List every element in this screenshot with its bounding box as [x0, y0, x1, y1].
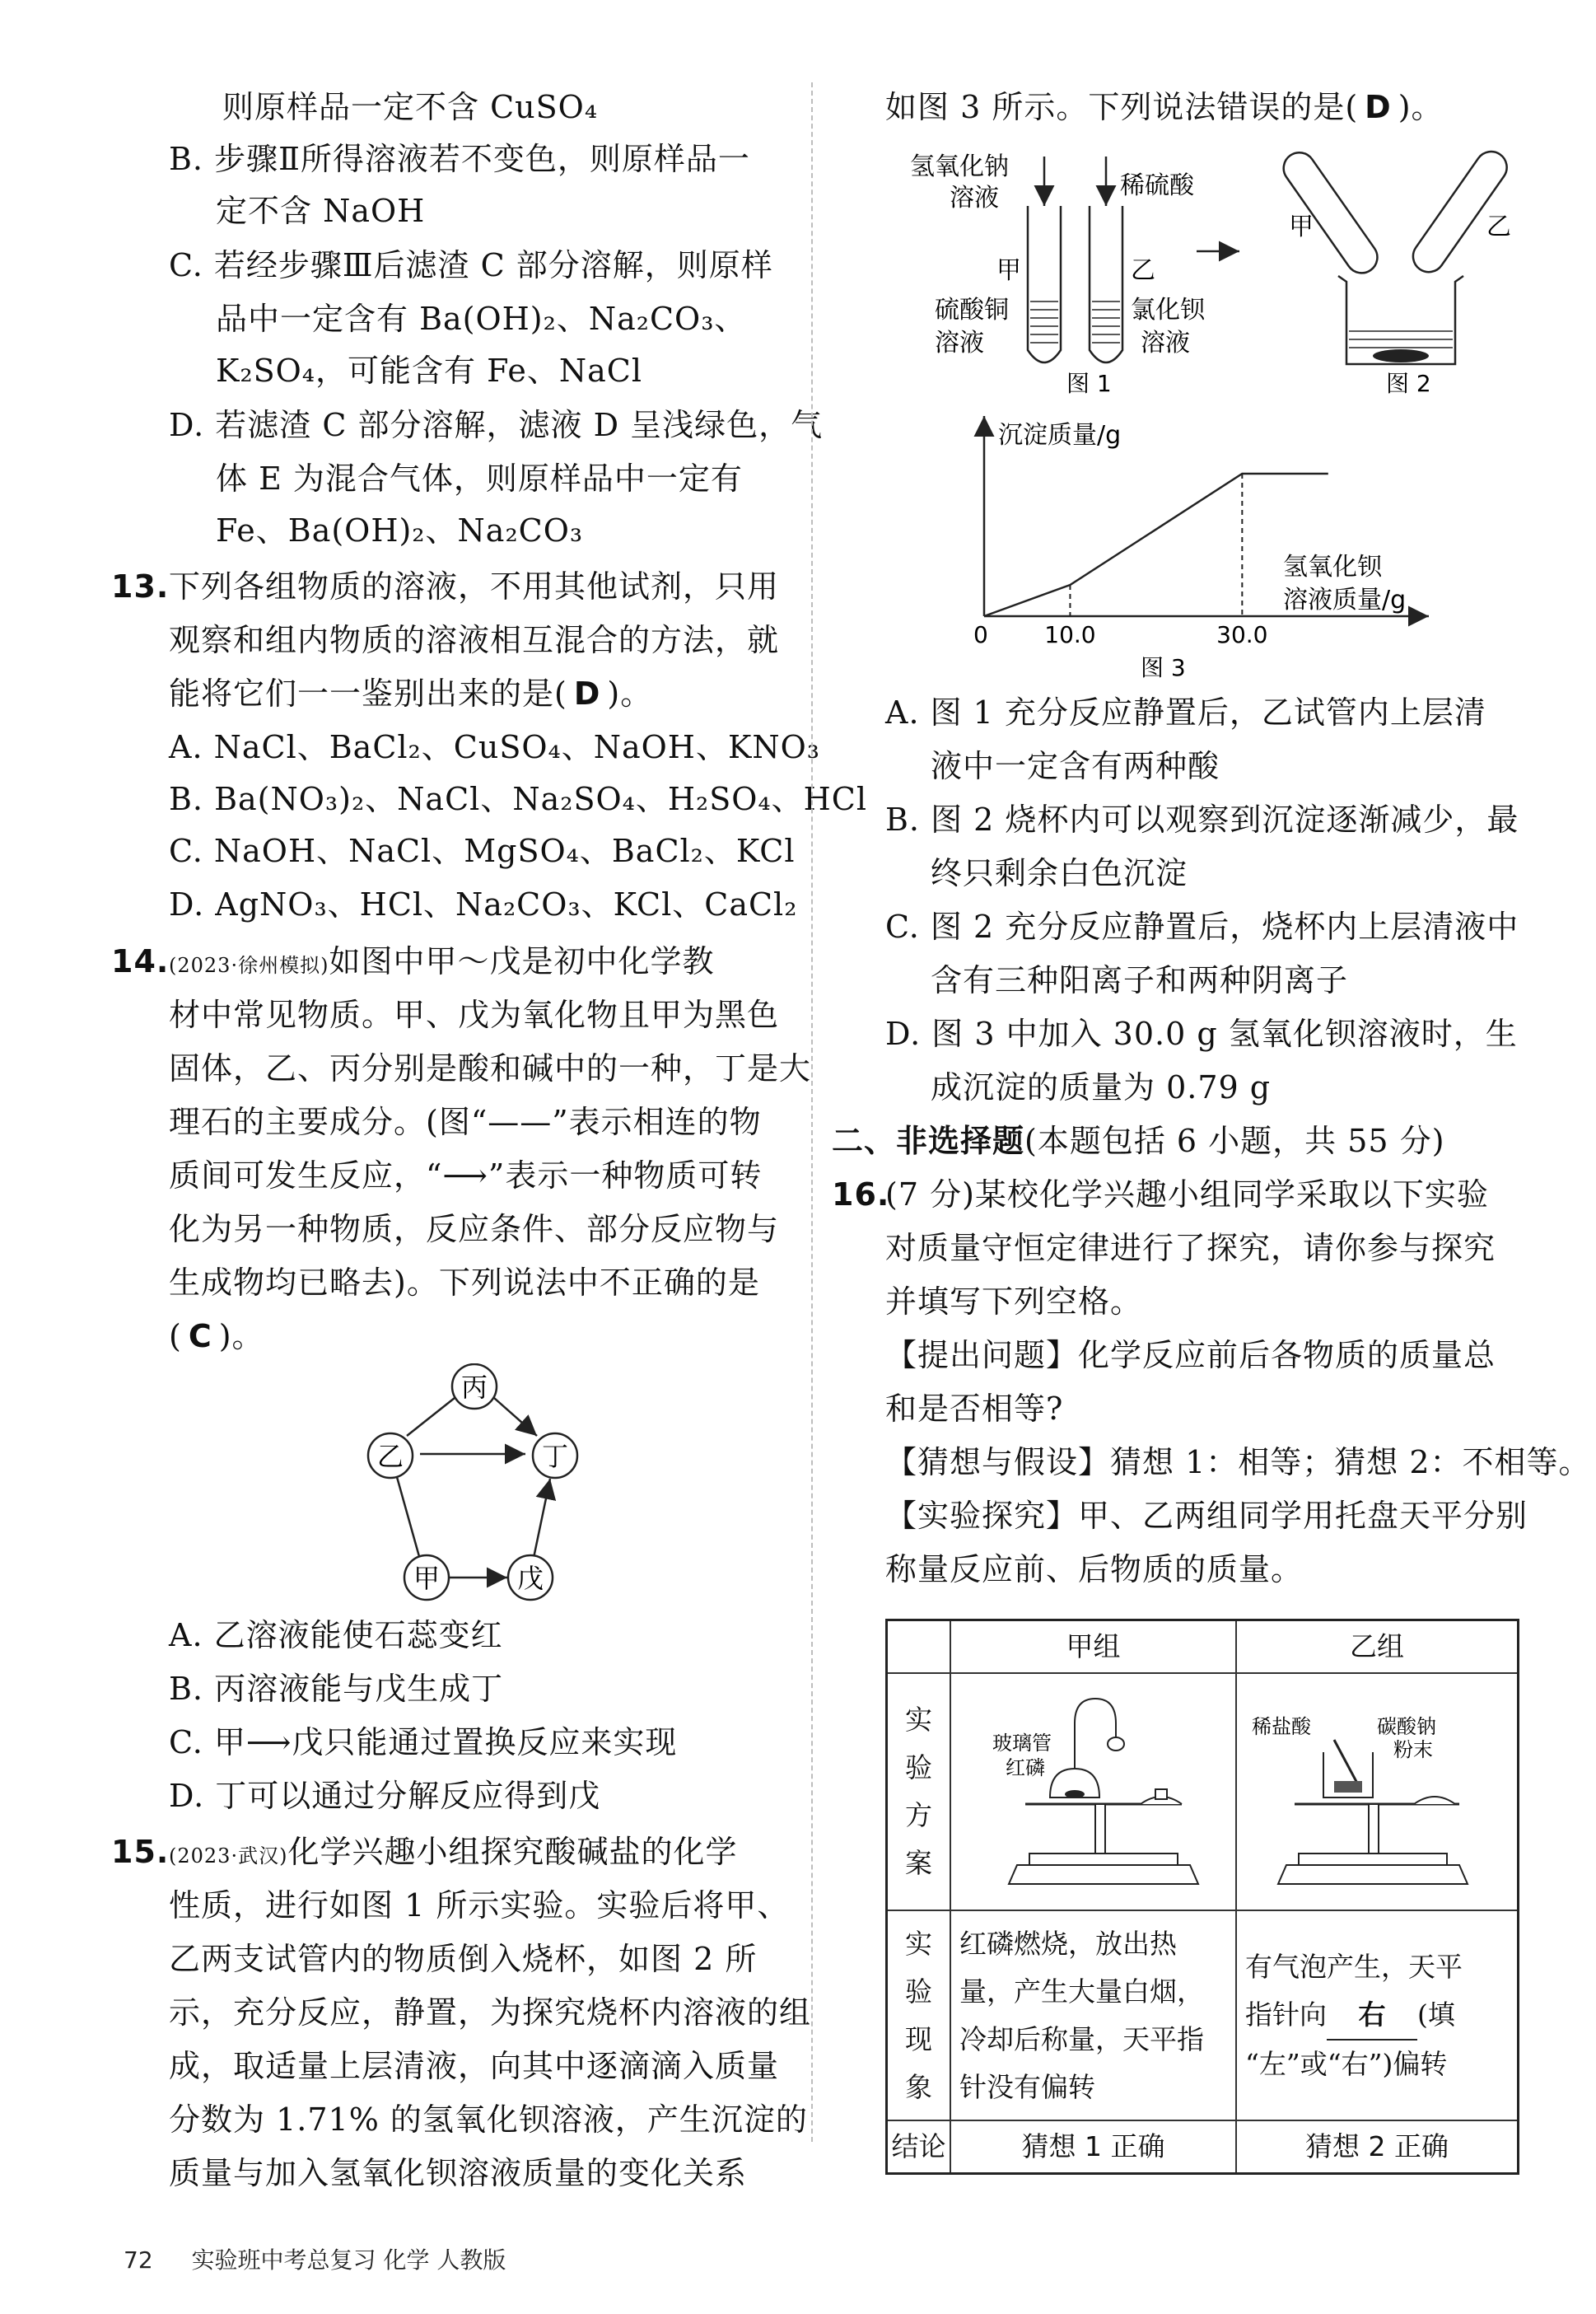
q15-stem-line3: 乙两支试管内的物质倒入烧杯，如图 2 所 — [169, 1941, 758, 1977]
fig3-caption: 图 3 — [1141, 654, 1186, 681]
q16-stem-line1: (7 分)某校化学兴趣小组同学采取以下实验 — [885, 1176, 1489, 1213]
q14-stem-line7: 生成物均已略去)。下列说法中不正确的是 — [169, 1265, 760, 1301]
q16-ask-line1: 【提出问题】化学反应前后各物质的质量总 — [885, 1337, 1496, 1373]
q15-stem-line6: 分数为 1.71% 的氢氧化钡溶液，产生沉淀的 — [169, 2101, 808, 2138]
q13-option-b: B. Ba(NO₃)₂、NaCl、Na₂SO₄、H₂SO₄、HCl — [169, 781, 868, 817]
fig1-sol2-a: 氯化钡 — [1131, 296, 1205, 325]
q16-experiment-table — [885, 1619, 1519, 2175]
q13-option-d: D. AgNO₃、HCl、Na₂CO₃、KCl、CaCl₂ — [169, 886, 798, 923]
table-jia-phenomenon: 红磷燃烧，放出热 量，产生大量白烟， 冷却后称量，天平指 针没有偏转 — [950, 1910, 1236, 2120]
q14-option-b: B. 丙溶液能与戊生成丁 — [169, 1671, 504, 1707]
balance-yi-illustration — [1237, 1674, 1517, 1896]
q15-figures-1-2 — [910, 140, 1536, 412]
q15-stem-line4: 示，充分反应，静置，为探究烧杯内溶液的组 — [169, 1994, 812, 2031]
q15-stem-line7: 质量与加入氢氧化钡溶液质量的变化关系 — [169, 2155, 748, 2191]
q12-option-b-line2: 定不含 NaOH — [216, 193, 426, 229]
q12-option-c-line1: C. 若经步骤Ⅲ后滤渣 C 部分溶解，则原样 — [169, 247, 773, 283]
fig2-label-jia: 甲 — [1289, 213, 1314, 241]
node-bing: 丙 — [460, 1372, 488, 1403]
q15-option-b-line1: B. 图 2 烧杯内可以观察到沉淀逐渐减少，最 — [885, 802, 1519, 838]
q16-exp-line2: 称量反应前、后物质的质量。 — [885, 1551, 1304, 1587]
table-row-plan-header: 实 验 方 案 — [887, 1673, 951, 1910]
q14-option-d: D. 丁可以通过分解反应得到戊 — [169, 1778, 601, 1814]
fig3-x-tick-label: 10.0 — [1044, 621, 1096, 648]
q12-option-d-line2: 体 E 为混合气体，则原样品中一定有 — [216, 460, 743, 497]
q16-ask-line2: 和是否相等? — [885, 1391, 1064, 1427]
q13-stem-line1: 下列各组物质的溶液，不用其他试剂，只用 — [169, 568, 780, 605]
q15-fig3-chart — [955, 412, 1449, 688]
q15-option-a-line2: 液中一定含有两种酸 — [931, 748, 1220, 784]
node-wu: 戊 — [516, 1563, 544, 1594]
q14-number: 14. — [111, 943, 170, 979]
table-col-jia: 甲组 — [950, 1620, 1236, 1674]
table-yi-phenomenon: 有气泡产生，天平 指针向 右 (填 “左”或“右”)偏转 — [1236, 1910, 1519, 2120]
fig1-caption: 图 1 — [1066, 370, 1112, 397]
node-yi: 乙 — [376, 1441, 404, 1472]
q15-option-c-line1: C. 图 2 充分反应静置后，烧杯内上层清液中 — [885, 909, 1519, 945]
balance-jia-illustration — [951, 1674, 1235, 1896]
q15-option-b-line2: 终只剩余白色沉淀 — [931, 855, 1188, 891]
q14-option-a: A. 乙溶液能使石蕊变红 — [169, 1617, 503, 1653]
jia-label-red-phosphorus: 红磷 — [1006, 1756, 1045, 1779]
q14-stem-line1: (2023·徐州模拟)如图中甲～戊是初中化学教 — [169, 943, 715, 979]
node-ding: 丁 — [541, 1441, 569, 1472]
fig3-series-line — [984, 474, 1328, 616]
fig1-sol2-b: 溶液 — [1141, 329, 1190, 358]
q15-option-d-line1: D. 图 3 中加入 30.0 g 氢氧化钡溶液时，生 — [885, 1016, 1518, 1052]
q15-source: (2023·武汉) — [169, 1844, 288, 1868]
q14-stem-line4: 理石的主要成分。(图“——”表示相连的物 — [169, 1104, 762, 1140]
q12-tail-line: 则原样品一定不含 CuSO₄ — [222, 89, 599, 125]
fig1-tube-yi — [1090, 206, 1122, 362]
q13-option-c: C. NaOH、NaCl、MgSO₄、BaCl₂、KCl — [169, 833, 796, 869]
q12-option-d-line1: D. 若滤渣 C 部分溶解，滤液 D 呈浅绿色，气 — [169, 407, 824, 443]
column-divider — [811, 82, 813, 2142]
q13-option-a: A. NaCl、BaCl₂、CuSO₄、NaOH、KNO₃ — [169, 729, 820, 765]
fig1-sol1-b: 溶液 — [935, 329, 984, 358]
yi-label-na2co3: 碳酸钠 — [1377, 1715, 1436, 1738]
book-title: 实验班中考总复习 化学 人教版 — [191, 2246, 506, 2274]
edge-yi-bing — [407, 1398, 455, 1436]
q15-option-a-line1: A. 图 1 充分反应静置后，乙试管内上层清 — [885, 694, 1486, 731]
q14-stem-line5: 质间可发生反应，“⟶”表示一种物质可转 — [169, 1157, 763, 1194]
q14-option-c: C. 甲⟶戊只能通过置换反应来实现 — [169, 1724, 678, 1760]
table-jia-conclusion: 猜想 1 正确 — [950, 2120, 1236, 2174]
fig1-sol1-a: 硫酸铜 — [935, 296, 1009, 325]
q13-stem-line2: 观察和组内物质的溶液相互混合的方法，就 — [169, 622, 780, 658]
fig1-tube-jia-label: 甲 — [996, 256, 1021, 285]
edge-bing-ding — [494, 1398, 537, 1436]
edge-yi-jia — [397, 1477, 420, 1559]
node-jia: 甲 — [413, 1563, 441, 1594]
q12-option-b-line1: B. 步骤Ⅱ所得溶液若不变色，则原样品一 — [169, 141, 750, 177]
q14-source: (2023·徐州模拟) — [169, 954, 329, 977]
q16-stem-line3: 并填写下列空格。 — [885, 1283, 1143, 1320]
fig1-label-naoh-2: 溶液 — [950, 184, 999, 213]
page-footer — [124, 2242, 506, 2275]
fig2-label-yi: 乙 — [1486, 213, 1511, 241]
fig1-label-naoh-1: 氢氧化钠 — [910, 152, 1009, 181]
q15-stem-line1: (2023·武汉)化学兴趣小组探究酸碱盐的化学 — [169, 1834, 738, 1870]
yi-label-hcl: 稀盐酸 — [1252, 1715, 1311, 1738]
section-2-heading: 二、非选择题(本题包括 6 小题，共 55 分) — [832, 1123, 1445, 1159]
fig3-origin: 0 — [973, 621, 988, 648]
table-yi-plan — [1236, 1673, 1519, 1910]
q15-stem-line2: 性质，进行如图 1 所示实验。实验后将甲、 — [169, 1887, 790, 1924]
q16-number: 16. — [832, 1176, 890, 1213]
table-row-conclusion-header: 结论 — [887, 2120, 951, 2174]
fig2-precipitate — [1373, 349, 1429, 362]
q12-option-d-line3: Fe、Ba(OH)₂、Na₂CO₃ — [216, 512, 584, 549]
q16-exp-line1: 【实验探究】甲、乙两组同学用托盘天平分别 — [885, 1498, 1528, 1534]
q16-stem-line2: 对质量守恒定律进行了探究，请你参与探究 — [885, 1230, 1496, 1266]
q12-option-c-line2: 品中一定含有 Ba(OH)₂、Na₂CO₃、 — [216, 301, 747, 337]
table-row-phenomenon-header: 实 验 现 象 — [887, 1910, 951, 2120]
jia-label-glass-tube: 玻璃管 — [992, 1732, 1052, 1755]
q14-relation-diagram — [354, 1363, 601, 1602]
edge-wu-ding — [534, 1479, 550, 1558]
q14-answer: C — [188, 1318, 212, 1354]
fig3-ylabel: 沉淀质量/g — [998, 421, 1122, 450]
table-yi-conclusion: 猜想 2 正确 — [1236, 2120, 1519, 2174]
q15-stem-continued: 如图 3 所示。下列说法错误的是( D )。 — [885, 89, 1444, 125]
fig3-x-tick-label: 30.0 — [1216, 621, 1268, 648]
q15-number: 15. — [111, 1834, 170, 1870]
q13-stem-line3: 能将它们一一鉴别出来的是( D )。 — [169, 676, 653, 712]
table-col-yi: 乙组 — [1236, 1620, 1519, 1674]
q16-hypothesis: 【猜想与假设】猜想 1：相等；猜想 2：不相等。 — [885, 1444, 1591, 1480]
q15-answer: D — [1365, 89, 1392, 125]
fig1-label-h2so4: 稀硫酸 — [1120, 171, 1194, 200]
fig3-xlabel-line2: 溶液质量/g — [1283, 586, 1407, 615]
table-jia-plan — [950, 1673, 1236, 1910]
q14-stem-line8: ( C )。 — [169, 1318, 264, 1354]
yi-answer-blank: 右 — [1327, 1991, 1417, 2041]
page-number: 72 — [124, 2246, 153, 2274]
fig1-tube-jia — [1028, 206, 1061, 362]
fig2-caption: 图 2 — [1386, 370, 1431, 397]
yi-label-powder: 粉末 — [1393, 1738, 1433, 1761]
q14-stem-line3: 固体，乙、丙分别是酸和碱中的一种，丁是大 — [169, 1050, 812, 1087]
q14-stem-line2: 材中常见物质。甲、戊为氧化物且甲为黑色 — [169, 997, 780, 1033]
fig1-tube-yi-label: 乙 — [1131, 256, 1155, 285]
fig3-xlabel-line1: 氢氧化钡 — [1283, 553, 1382, 582]
q14-stem-line6: 化为另一种物质，反应条件、部分反应物与 — [169, 1211, 780, 1247]
q13-number: 13. — [111, 568, 170, 605]
q15-option-d-line2: 成沉淀的质量为 0.79 g — [931, 1069, 1272, 1106]
q13-answer: D — [573, 676, 601, 712]
q12-option-c-line3: K₂SO₄，可能含有 Fe、NaCl — [216, 353, 643, 389]
q15-option-c-line2: 含有三种阳离子和两种阴离子 — [931, 962, 1349, 998]
q15-stem-line5: 成，取适量上层清液，向其中逐滴滴入质量 — [169, 2048, 780, 2084]
